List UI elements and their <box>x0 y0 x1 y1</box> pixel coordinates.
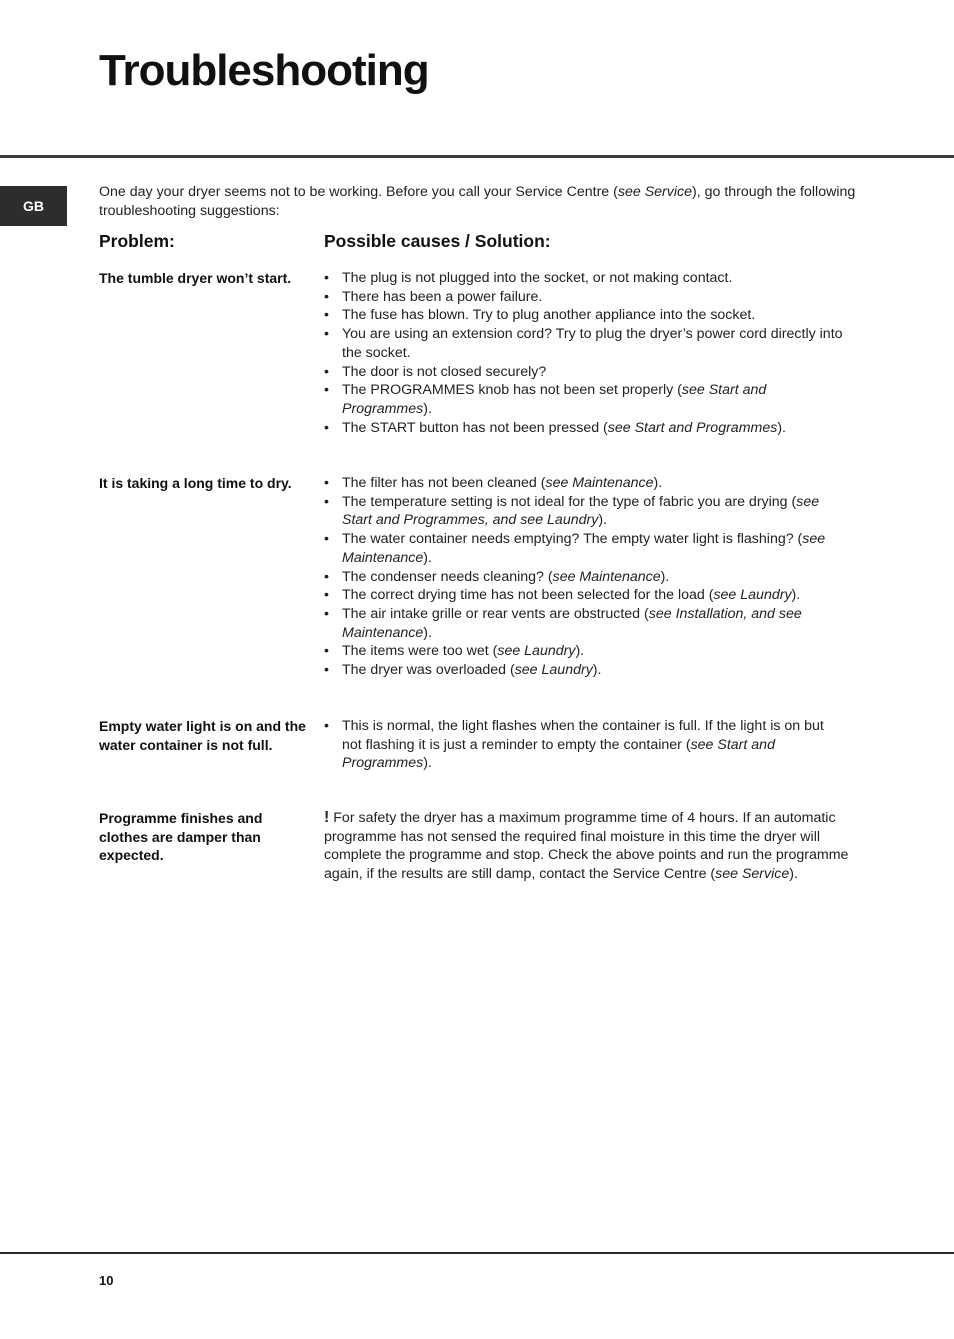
cause-item: • The air intake grille or rear vents are obstructed (see Installation, and see Maintenance). <box>324 605 844 642</box>
cause-item: • The fuse has blown. Try to plug another appliance into the socket. <box>324 306 844 325</box>
problem-label: Programme finishes and clothes are damper than expected. <box>99 810 263 864</box>
cause-reference: see Start and Programmes <box>607 419 778 436</box>
cause-reference: see Maintenance <box>545 475 654 491</box>
page-number: 10 <box>99 1273 114 1288</box>
intro-text: One day your dryer seems not to be working. Before you call your Service Centre ( <box>99 184 618 200</box>
cause-reference: see Installation, and see Maintenance <box>342 605 802 641</box>
cause-reference: see Maintenance <box>552 568 661 585</box>
problem-column-heading: Problem: <box>99 231 175 251</box>
header-divider <box>0 155 954 158</box>
cause-reference: see Laundry <box>514 662 593 679</box>
cause-item: • The PROGRAMMES knob has not been set properly (see Start and Programmes). <box>324 381 844 418</box>
safety-note: ! For safety the dryer has a maximum programme time of 4 hours. If an automatic programme has not sensed the required final moisture in this time the dryer will complete the programme and stop. Check the above points and run the programme again, if the results are still damp, contact the Service Centre (see Service). <box>324 809 849 883</box>
cause-reference: see Laundry <box>497 643 576 660</box>
cause-reference: see Start and Programmes <box>342 736 775 772</box>
language-tab: GB <box>0 186 67 226</box>
cause-item: • This is normal, the light flashes when the container is full. If the light is on but not flashing it is just a reminder to empty the container (see Start and Programmes). <box>324 717 844 773</box>
cause-item: • The water container needs emptying? The empty water light is flashing? (see Maintenance). <box>324 530 844 567</box>
cause-reference: see Laundry <box>713 587 792 604</box>
intro-reference: see Service <box>617 184 692 200</box>
solution-column-heading: Possible causes / Solution: <box>324 231 551 251</box>
causes-list <box>324 474 844 680</box>
cause-item: • The condenser needs cleaning? (see Maintenance). <box>324 568 844 587</box>
cause-reference: see Start and Programmes, and see Laundry <box>342 493 820 529</box>
cause-item: • The plug is not plugged into the socket, or not making contact. <box>324 269 844 288</box>
cause-item: • You are using an extension cord? Try to plug the dryer’s power cord directly into the socket. <box>324 325 844 362</box>
warning-mark-icon: ! <box>324 809 330 826</box>
cause-item: • The START button has not been pressed (see Start and Programmes). <box>324 419 844 438</box>
note-reference: see Service <box>715 866 790 883</box>
cause-item: • The dryer was overloaded (see Laundry). <box>324 661 844 680</box>
cause-reference: see Start and Programmes <box>342 382 767 417</box>
cause-reference: see Maintenance <box>342 531 826 566</box>
cause-item: • The filter has not been cleaned (see Maintenance). <box>324 474 844 493</box>
cause-item: • The items were too wet (see Laundry). <box>324 642 844 661</box>
footer-divider <box>0 1252 954 1254</box>
causes-list <box>324 717 844 773</box>
problem-label: Empty water light is on and the water container is not full. <box>99 718 306 753</box>
cause-item: • The correct drying time has not been selected for the load (see Laundry). <box>324 586 844 605</box>
intro-paragraph <box>99 183 859 221</box>
cause-item: • The door is not closed securely? <box>324 363 844 382</box>
cause-item: • There has been a power failure. <box>324 288 844 307</box>
intro-text-end: ), go through the following troubleshooting suggestions: <box>99 184 856 219</box>
problem-label: It is taking a long time to dry. <box>99 475 292 491</box>
page-title: Troubleshooting <box>99 46 429 95</box>
cause-item: • The temperature setting is not ideal for the type of fabric you are drying (see Start and Programmes, and see Laundry). <box>324 493 844 530</box>
causes-list <box>324 269 844 437</box>
problem-label: The tumble dryer won’t start. <box>99 270 292 286</box>
